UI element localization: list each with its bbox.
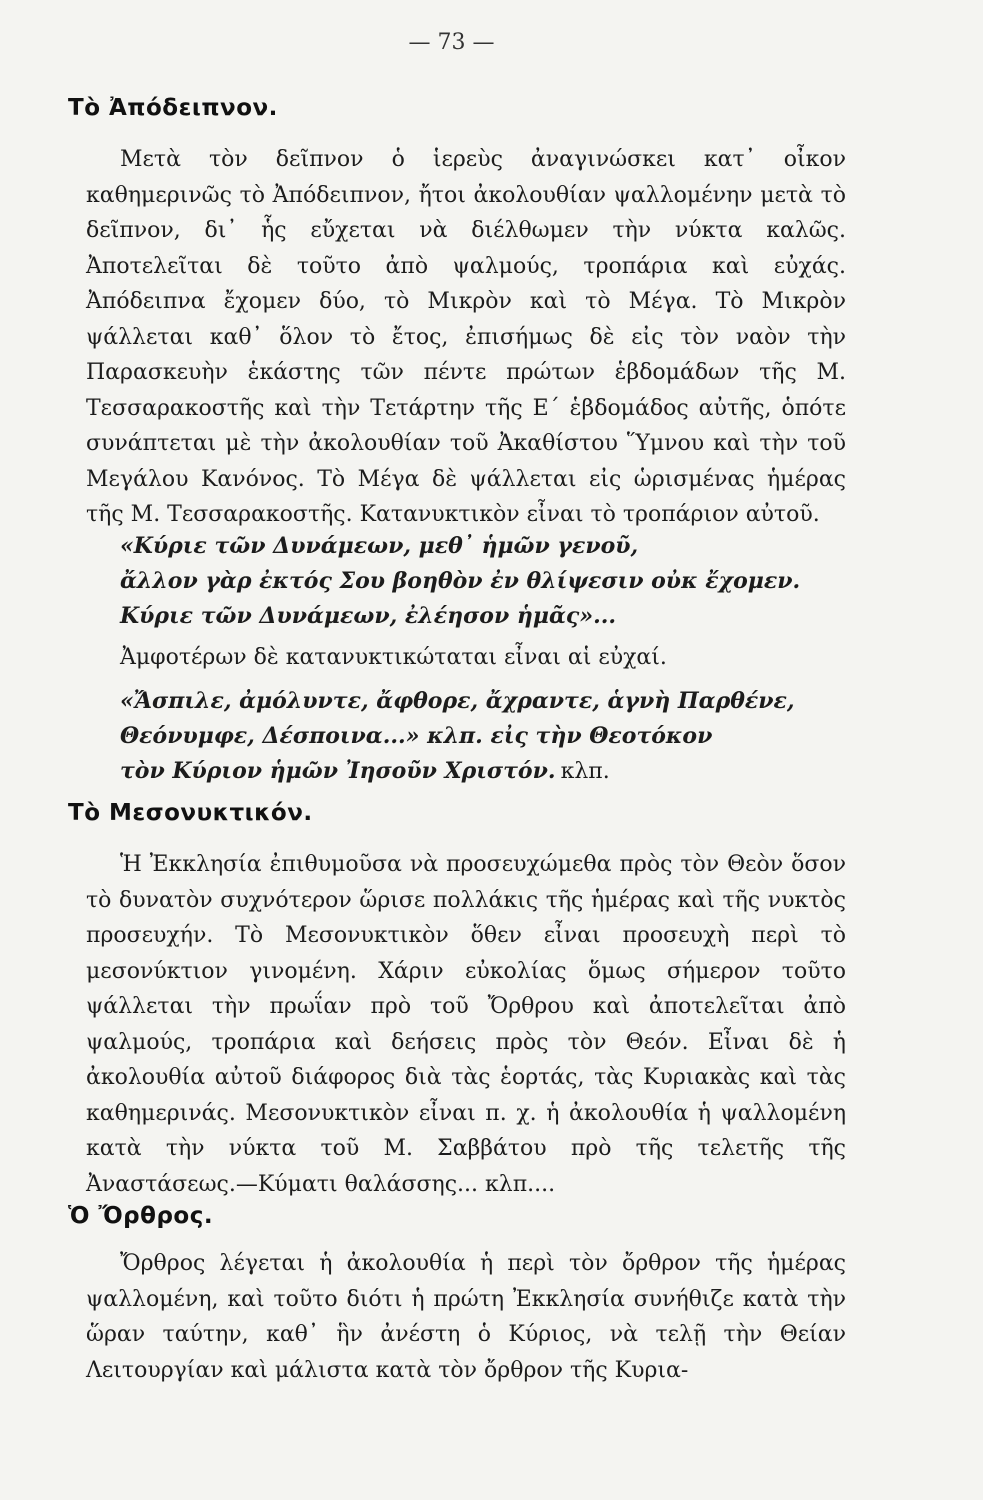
quote-line: ἄλλον γὰρ ἐκτός Σου βοηθὸν ἐν θλίψεσιν οὐκ ἔχομεν.: [120, 568, 801, 594]
text-fragment: κλπ.: [560, 759, 610, 784]
text-line: Ἀμφοτέρων δὲ κατανυκτικώταται εἶναι αἱ εὐχαί.: [120, 645, 667, 670]
paragraph-apodeipnon: Μετὰ τὸν δεῖπνον ὁ ἱερεὺς ἀναγινώσκει κατ᾽ οἶκον καθημερινῶς τὸ Ἀπόδειπνον, ἤτοι ἀκολουθίαν ψαλλομένην μετὰ τὸ δεῖπνον, δι᾽ ἧς εὔχεται νὰ διέλθωμεν τὴν νύκτα καλῶς. Ἀποτελεῖται δὲ τοῦτο ἀπὸ ψαλμούς, τροπάρια καὶ εὐχάς. Ἀπόδειπνα ἔχομεν δύο, τὸ Μικρὸν καὶ τὸ Μέγα. Τὸ Μικρὸν ψάλλεται καθ᾽ ὅλον τὸ ἔτος, ἐπισήμως δὲ εἰς τὸν ναὸν τὴν Παρασκευὴν ἑκάστης τῶν πέντε πρώτων ἑβδομάδων τῆς Μ. Τεσσαρακοστῆς καὶ τὴν Τετάρτην τῆς Ε´ ἑβδομάδος αὐτῆς, ὁπότε συνάπτεται μὲ τὴν ἀκολουθίαν τοῦ Ἀκαθίστου Ὕμνου καὶ τὴν τοῦ Μεγάλου Κανόνος. Τὸ Μέγα δὲ ψάλλεται εἰς ὡρισμένας ἡμέρας τῆς Μ. Τεσσαρακοστῆς. Κατανυκτικὸν εἶναι τὸ τροπάριον αὐτοῦ.: [86, 147, 846, 527]
quote-line: «Κύριε τῶν Δυνάμεων, μεθ᾽ ἡμῶν γενοῦ,: [120, 533, 639, 559]
quote-line: Κύριε τῶν Δυνάμεων, ἐλέησον ἡμᾶς»...: [120, 603, 617, 629]
section-heading-mesonyktikon: Τὸ Μεσονυκτικόν.: [68, 800, 313, 826]
quote-line: [120, 758, 610, 784]
quote-fragment: τὸν Κύριον ἡμῶν Ἰησοῦν Χριστόν.: [120, 758, 556, 784]
quote-line: «Ἄσπιλε, ἀμόλυντε, ἄφθορε, ἄχραντε, ἁγνὴ Παρθένε,: [120, 688, 795, 714]
section-heading-orthros: Ὁ Ὄρθρος.: [68, 1203, 214, 1229]
quote-line: Θεόνυμφε, Δέσποινα...» κλπ. εἰς τὴν Θεοτόκον: [120, 723, 713, 749]
section-heading-apodeipnon: Τὸ Ἀπόδειπνον.: [68, 95, 278, 121]
page-number: — 73 —: [408, 30, 495, 55]
paragraph-mesonyktikon: Ἡ Ἐκκλησία ἐπιθυμοῦσα νὰ προσευχώμεθα πρὸς τὸν Θεὸν ὅσον τὸ δυνατὸν συχνότερον ὥρισε πολλάκις τῆς ἡμέρας καὶ τῆς νυκτὸς προσευχήν. Τὸ Μεσονυκτικὸν ὅθεν εἶναι προσευχὴ περὶ τὸ μεσονύκτιον γινομένη. Χάριν εὐκολίας ὅμως σήμερον τοῦτο ψάλλεται τὴν πρωΐαν πρὸ τοῦ Ὄρθρου καὶ ἀποτελεῖται ἀπὸ ψαλμούς, τροπάρια καὶ δεήσεις πρὸς τὸν Θεόν. Εἶναι δὲ ἡ ἀκολουθία αὐτοῦ διάφορος διὰ τὰς ἑορτάς, τὰς Κυριακὰς καὶ τὰς καθημερινάς. Μεσονυκτικὸν εἶναι π. χ. ἡ ἀκολουθία ἡ ψαλλομένη κατὰ τὴν νύκτα τοῦ Μ. Σαββάτου πρὸ τῆς τελετῆς τῆς Ἀναστάσεως.—Κύματι θαλάσσης... κλπ....: [86, 852, 846, 1197]
paragraph-orthros: Ὄρθρος λέγεται ἡ ἀκολουθία ἡ περὶ τὸν ὄρθρον τῆς ἡμέρας ψαλλομένη, καὶ τοῦτο διότι ἡ πρώτη Ἐκκλησία συνήθιζε κατὰ τὴν ὥραν ταύτην, καθ᾽ ἣν ἀνέστη ὁ Κύριος, νὰ τελῇ τὴν Θείαν Λειτουργίαν καὶ μάλιστα κατὰ τὸν ὄρθρον τῆς Κυρια-: [86, 1251, 846, 1383]
